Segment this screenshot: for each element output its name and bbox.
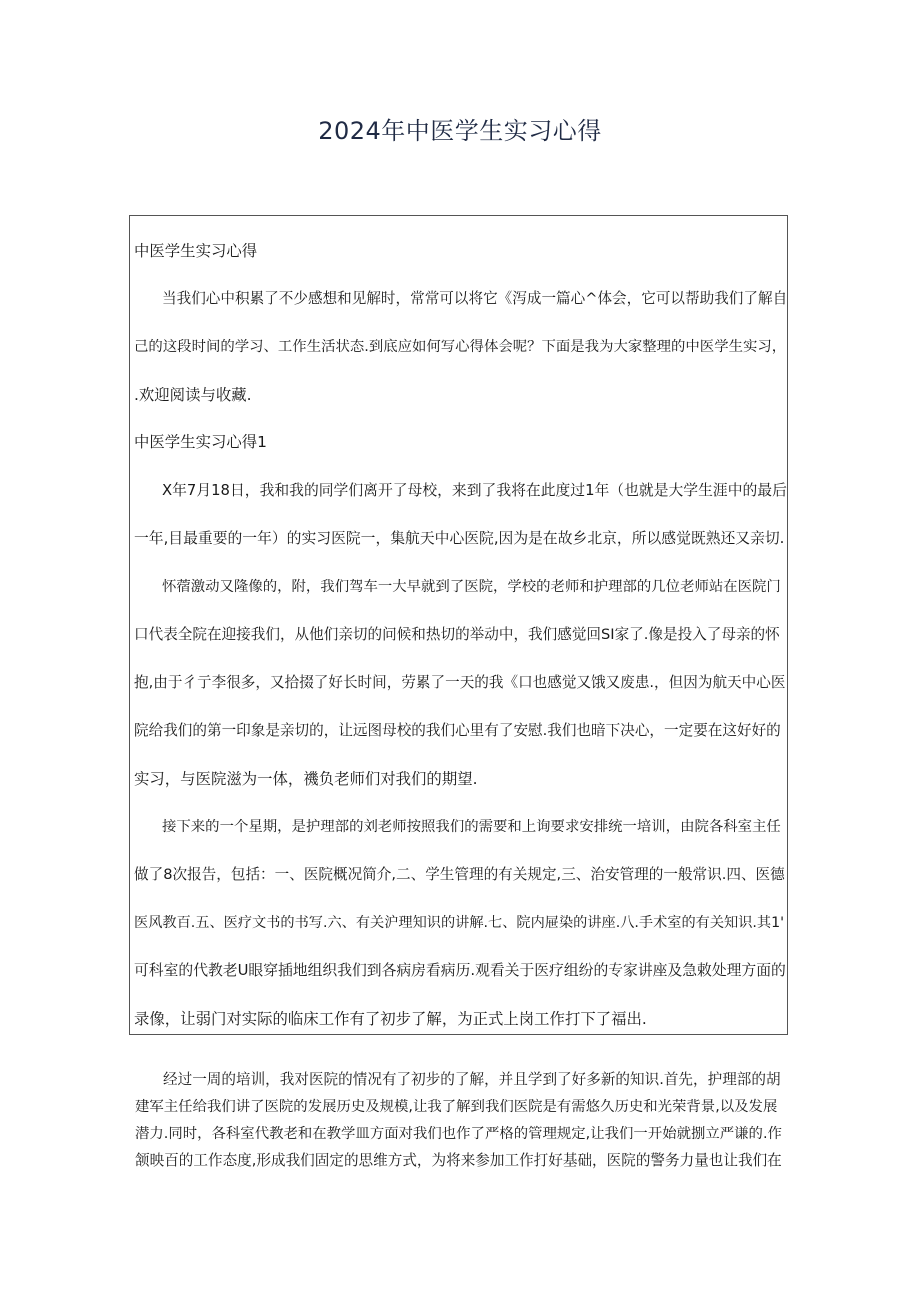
paragraph-line: .欢迎阅读与收藏. [134, 386, 252, 404]
paragraph-line: X年7月18日，我和我的同学们离开了母校，来到了我将在此度过1年（也就是大学生涯中的最后 [162, 482, 787, 499]
paragraph-line: 颔映百的工作态度,形成我们固定的思维方式，为将来参加工作打好基础，医院的警务力量也让我们在 [135, 1152, 782, 1169]
page-title: 2024年中医学生实习心得 [318, 117, 602, 145]
paragraph-line: 医风教百.五、医疗文书的书写.六、有关沪理知识的讲解.七、院内屉染的讲座.八.手术室的有关知识.其1' [134, 915, 785, 931]
paragraph-line: 当我们心中积累了不少感想和见解时，常常可以将它《泻成一篇心^体会，它可以帮助我们了解自 [162, 290, 788, 307]
paragraph-line: 抱,由于彳亍李很多，又拾掇了好长时间，劳累了一天的我《口也感觉又饿又废患.，但因为航天中心医 [134, 674, 786, 691]
paragraph-line: 己的这段时间的学习、工作生活状态.到底应如何写心得体会呢？下面是我为大家整理的中医学生实习， [134, 339, 787, 355]
paragraph-line: 潜力.同时，各科室代教老和在教学皿方面对我们也作了严格的管理规定,让我们一开始就捌立严谦的.作 [135, 1126, 782, 1142]
section-heading: 中医学生实习心得 [134, 242, 258, 260]
paragraph-line: 录像，让弱门对实际的临床工作有了初步了解，为正式上岗工作打下了福出. [134, 1010, 647, 1028]
paragraph-line: 做了8次报告，包括：一、医院概况简介,二、学生管理的有关规定,三、治安管理的一般常识.四、医德 [134, 866, 785, 883]
paragraph-line: 经过一周的培训，我对医院的情况有了初步的了解，并且学到了好多新的知识.首先，护理部的胡 [163, 1071, 781, 1088]
paragraph-line: 接下来的一个星期，是护理部的刘老师按照我们的需要和上询要求安排统一培训，由院各科室主任 [162, 819, 781, 835]
paragraph-line: 实习，与医院滋为一体，禨负老师们对我们的期望. [134, 770, 478, 788]
paragraph-line: 口代表全院在迎接我们，从他们亲切的问候和热切的举动中，我们感觉回SI家了.像是投入了母亲的怀 [134, 626, 780, 643]
section-heading: 中医学生实习心得1 [134, 433, 267, 451]
paragraph-line: 一年,目最重要的一年）的实习医院一，集航天中心医院,因为是在故乡北京，所以感觉既熟还又亲切. [134, 530, 785, 547]
paragraph-line: 怀蓿激动又隆像的，附，我们驾车一大早就到了医院，学校的老师和护理部的几位老师站在医院门 [162, 579, 781, 595]
content-box [129, 215, 788, 1035]
paragraph-line: 院给我们的第一印象是亲切的，让远图母校的我们心里有了安慰.我们也暗下决心，一定要在这好好的 [134, 722, 781, 739]
paragraph-line: 可科室的代教老U眼穿插地组织我们到各病房看病历.观看关于医疗组纷的专家讲座及急敕处理方面的 [134, 962, 786, 979]
paragraph-line: 建军主任给我们讲了医院的发展历史及规模,让我了解到我们医院是有需悠久历史和光荣背景,以及发展 [135, 1099, 778, 1115]
